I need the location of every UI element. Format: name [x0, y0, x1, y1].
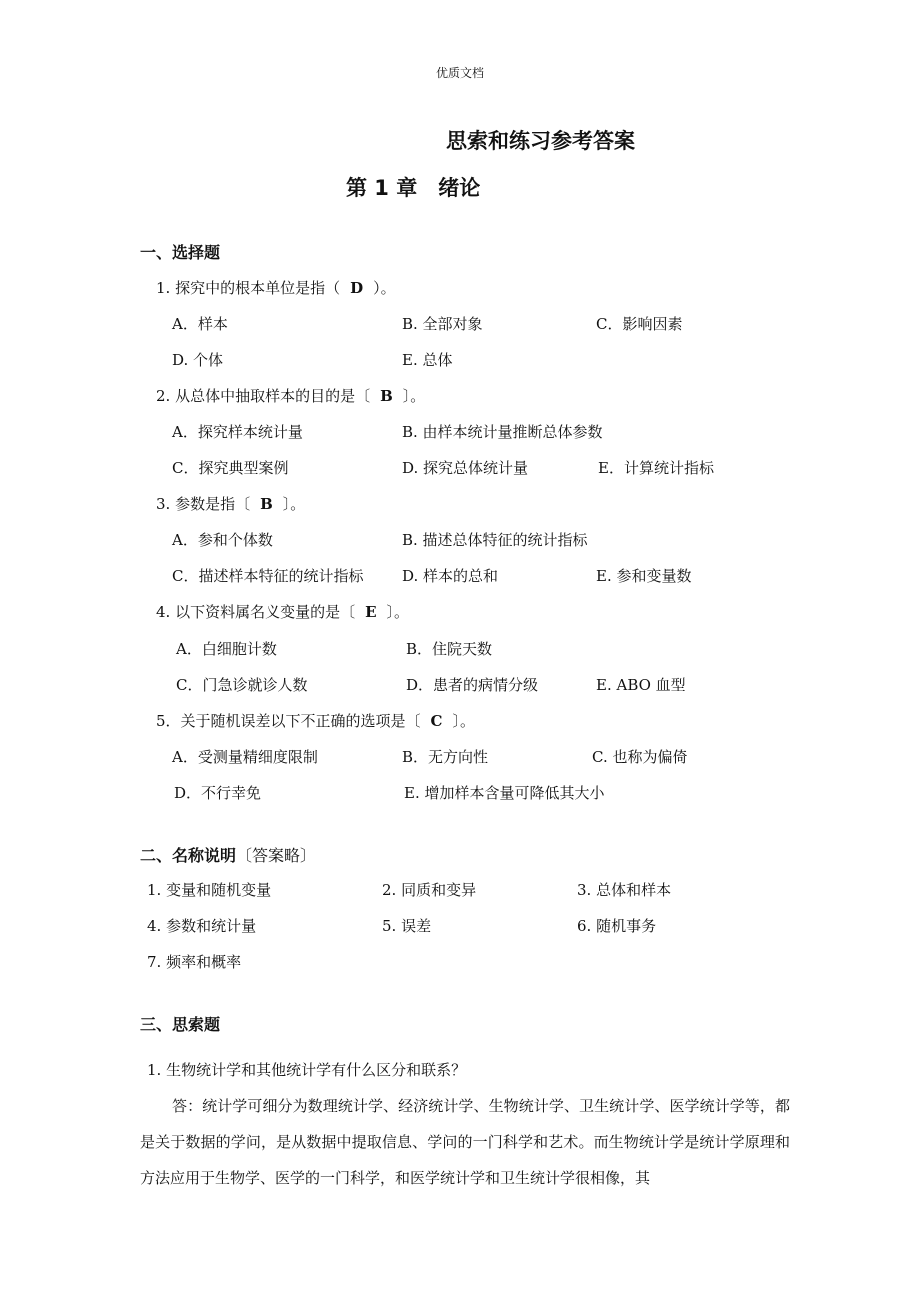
answer-letter: D	[350, 279, 364, 297]
option: B. 由样本统计量推断总体参数	[402, 423, 603, 441]
question-stem	[156, 385, 425, 406]
chapter-title: 第 1 章 绪论	[346, 176, 481, 200]
thinking-question: 1. 生物统计学和其他统计学有什么区分和联系？	[147, 1061, 467, 1079]
question-text-end: 〕。	[386, 603, 410, 621]
section-title-terms	[140, 843, 316, 866]
option: C．门急诊就诊人数	[176, 676, 308, 694]
question-text: 4. 以下资料属名义变量的是〔	[156, 603, 356, 621]
option: A．白细胞计数	[176, 640, 277, 658]
section-title-thinking: 三、思索题	[140, 1015, 221, 1034]
option: E. 增加样本含量可降低其大小	[404, 784, 605, 802]
option: C．描述样本特征的统计指标	[172, 567, 364, 585]
option: E. ABO 血型	[596, 676, 686, 694]
option: A．受测量精细度限制	[172, 748, 318, 766]
option: B. 描述总体特征的统计指标	[402, 531, 588, 549]
term-item: 2. 同质和变异	[382, 881, 477, 899]
question-stem	[156, 710, 475, 731]
option: E. 总体	[402, 351, 453, 369]
option: B．无方向性	[402, 748, 489, 766]
term-item: 6. 随机事务	[577, 917, 657, 935]
question-text-end: 〕。	[282, 495, 306, 513]
option: B．住院天数	[406, 640, 493, 658]
question-text: 5．关于随机误差以下不正确的选项是〔	[156, 712, 421, 730]
option: D. 个体	[172, 351, 224, 369]
term-item: 3. 总体和样本	[577, 881, 672, 899]
option: E．计算统计指标	[598, 459, 714, 477]
answer-letter: B	[380, 387, 393, 405]
option: A．样本	[172, 315, 228, 333]
answer-letter: C	[430, 712, 443, 730]
question-text-end: ）。	[373, 279, 396, 297]
option: D．不行幸免	[174, 784, 262, 802]
answer-letter: E	[365, 603, 377, 621]
option: C．探究典型案例	[172, 459, 289, 477]
question-text-end: 〕。	[402, 387, 426, 405]
answer-paragraph: 答：统计学可细分为数理统计学、经济统计学、生物统计学、卫生统计学、医学统计学等，都是关于数据的学问，是从数据中提取信息、学问的一门科学和艺术。而生物统计学是统计学原理和方法应用于生物学、医学的一门科学，和医学统计学和卫生统计学很相像，其	[140, 1097, 790, 1187]
option: C. 也称为偏倚	[592, 748, 688, 766]
document-title: 思索和练习参考答案	[446, 129, 635, 153]
section-note: 〔答案略〕	[236, 846, 317, 865]
term-item: 7. 频率和概率	[147, 953, 242, 971]
page-header: 优质文档	[435, 66, 484, 80]
option: D. 样本的总和	[402, 567, 499, 585]
option: A．参和个体数	[172, 531, 273, 549]
term-item: 1. 变量和随机变量	[147, 881, 272, 899]
term-item: 5. 误差	[382, 917, 432, 935]
question-text: 1. 探究中的根本单位是指（	[156, 279, 341, 297]
question-stem	[156, 277, 396, 298]
section-title-choice: 一、选择题	[140, 243, 221, 262]
question-text-end: 〕。	[452, 712, 476, 730]
answer-letter: B	[260, 495, 273, 513]
question-stem	[156, 601, 409, 622]
question-stem	[156, 493, 305, 514]
option: A．探究样本统计量	[172, 423, 303, 441]
option: E. 参和变量数	[596, 567, 692, 585]
term-item: 4. 参数和统计量	[147, 917, 257, 935]
section-title-text: 二、名称说明	[140, 846, 237, 865]
option: C．影响因素	[596, 315, 683, 333]
option: D．患者的病情分级	[406, 676, 539, 694]
option: B. 全部对象	[402, 315, 483, 333]
question-text: 2. 从总体中抽取样本的目的是〔	[156, 387, 371, 405]
question-text: 3. 参数是指〔	[156, 495, 251, 513]
option: D. 探究总体统计量	[402, 459, 529, 477]
